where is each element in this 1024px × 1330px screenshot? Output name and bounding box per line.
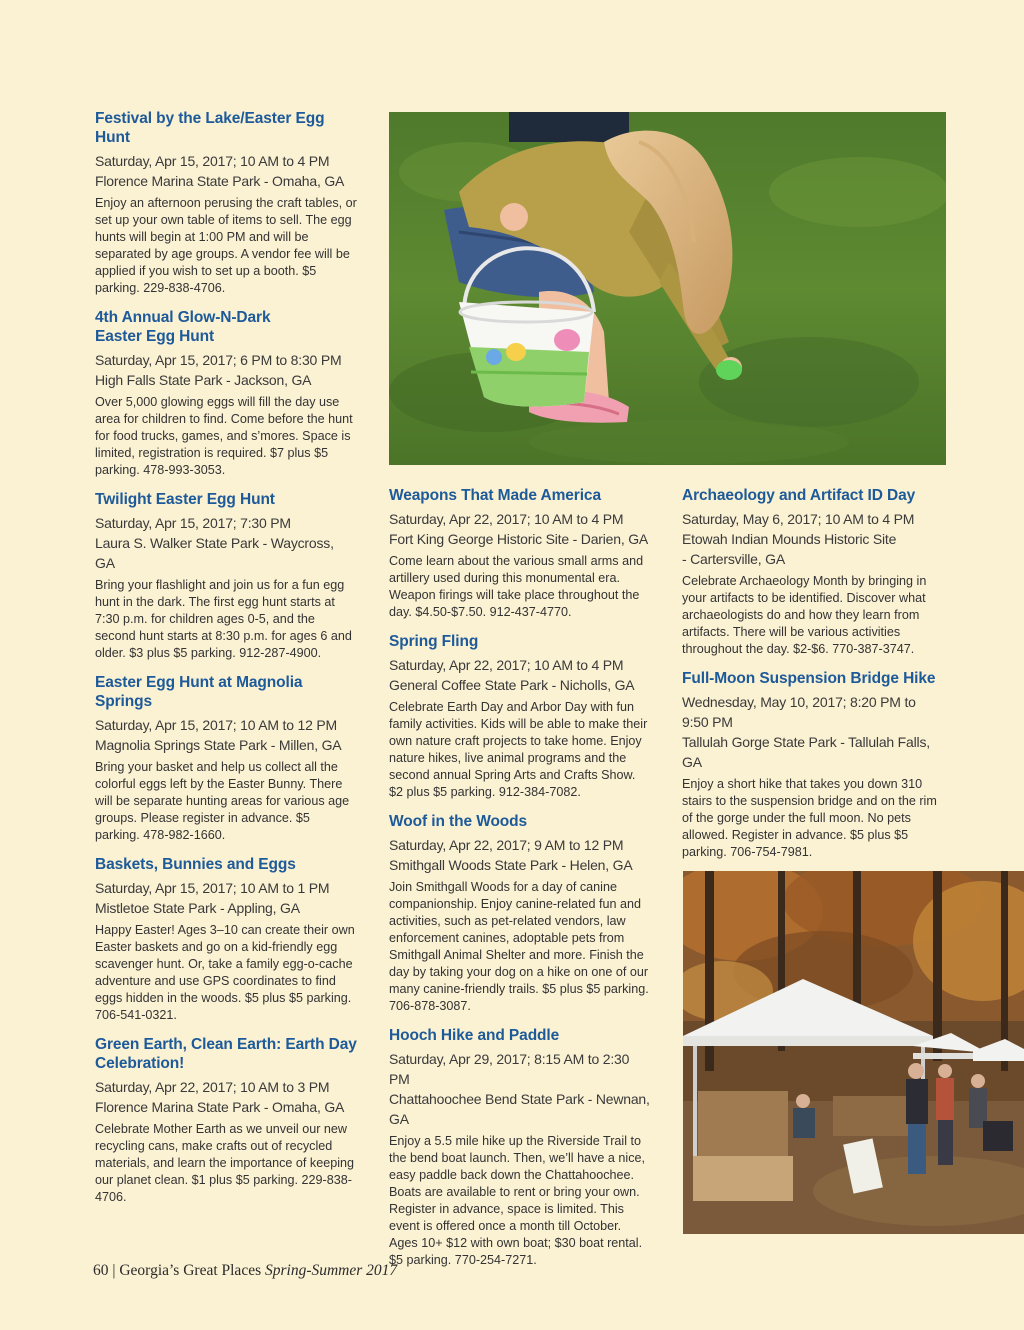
event-description: Over 5,000 glowing eggs will fill the day use area for children to find. Come before the hunt for food trucks, games, and s’mores. Space is limited, registration is required. $7 plus $5 parking. 478-993-3053. <box>95 395 353 477</box>
event-datetime: Saturday, Apr 15, 2017; 7:30 PM <box>95 515 291 531</box>
event-datetime: Saturday, Apr 22, 2017; 10 AM to 4 PM <box>389 511 624 527</box>
event-description: Enjoy a short hike that takes you down 310 stairs to the suspension bridge and on the rim of the gorge under the full moon. No pets allowed. Register in advance. $5 plus $5 parking. 706-754-7981. <box>682 777 937 859</box>
event-title: Full-Moon Suspension Bridge Hike <box>682 670 936 687</box>
event-entry <box>682 669 944 861</box>
event-location: Florence Marina State Park - Omaha, GA <box>95 1099 345 1115</box>
event-location: Magnolia Springs State Park - Millen, GA <box>95 737 342 753</box>
event-datetime: Saturday, Apr 15, 2017; 10 AM to 1 PM <box>95 880 330 896</box>
event-entry <box>95 109 357 297</box>
event-entry <box>389 1026 651 1269</box>
events-column-2 <box>389 486 651 1280</box>
event-entry <box>95 673 357 844</box>
event-description: Join Smithgall Woods for a day of canine companionship. Enjoy canine-related fun and activities, such as pet-related vendors, law enforcement canines, adoptable pets from Smithgall Animal Shelter and more. Finish the day by taking your dog on a hike on one of our many canine-friendly trails. $5 plus $5 parking. 706-878-3087. <box>389 880 649 1013</box>
event-title: Woof in the Woods <box>389 813 528 830</box>
event-datetime: Wednesday, May 10, 2017; 8:20 PM to 9:50 PM <box>682 694 916 730</box>
event-location: Fort King George Historic Site - Darien, GA <box>389 531 649 547</box>
event-title: Hooch Hike and Paddle <box>389 1027 560 1044</box>
event-entry <box>389 812 651 1015</box>
events-column-1 <box>95 109 357 1217</box>
event-location: Mistletoe State Park - Appling, GA <box>95 900 300 916</box>
event-entry <box>95 855 357 1024</box>
issue-name: Spring-Summer 2017 <box>264 1262 398 1279</box>
event-entry <box>389 486 651 621</box>
event-entry <box>95 1035 357 1206</box>
event-location: General Coffee State Park - Nicholls, GA <box>389 677 635 693</box>
event-datetime: Saturday, Apr 22, 2017; 10 AM to 3 PM <box>95 1079 330 1095</box>
event-entry <box>682 486 944 658</box>
event-location: Etowah Indian Mounds Historic Site - Cartersville, GA <box>682 531 897 567</box>
event-entry <box>95 308 357 479</box>
event-location: Laura S. Walker State Park - Waycross, GA <box>95 535 334 571</box>
event-location: Smithgall Woods State Park - Helen, GA <box>389 857 633 873</box>
event-location: Tallulah Gorge State Park - Tallulah Falls, GA <box>682 734 930 770</box>
event-description: Happy Easter! Ages 3–10 can create their own Easter baskets and go on a kid-friendly egg scavenger hunt. Or, take a family egg-o-cache adventure and use GPS coordinates to find eggs hidden in the woods. $5 plus $5 parking. 706-541-0321. <box>95 923 355 1022</box>
events-column-3 <box>682 486 944 872</box>
event-entry <box>389 632 651 801</box>
event-title: Green Earth, Clean Earth: Earth Day Celebration! <box>95 1036 357 1072</box>
event-entry <box>95 490 357 662</box>
craft-fair-tents-photo <box>683 871 1024 1234</box>
event-title: Easter Egg Hunt at Magnolia Springs <box>95 674 303 710</box>
event-location: Florence Marina State Park - Omaha, GA <box>95 173 345 189</box>
event-description: Bring your basket and help us collect all the colorful eggs left by the Easter Bunny. There will be separate hunting areas for various age groups. Please register in advance. $5 parking. 478-982-1660. <box>95 760 350 842</box>
event-title: Twilight Easter Egg Hunt <box>95 491 275 508</box>
event-datetime: Saturday, Apr 15, 2017; 10 AM to 4 PM <box>95 153 330 169</box>
event-title: Spring Fling <box>389 633 479 650</box>
page-number: 60 <box>93 1262 109 1279</box>
event-datetime: Saturday, Apr 22, 2017; 10 AM to 4 PM <box>389 657 624 673</box>
footer-separator: | <box>112 1262 116 1279</box>
event-description: Enjoy an afternoon perusing the craft tables, or set up your own table of items to sell. The egg hunts will begin at 1:00 PM and will be separated by age groups. A vendor fee will be applied if you wish to set up a booth. $5 parking. 229-838-4706. <box>95 196 357 295</box>
event-description: Celebrate Mother Earth as we unveil our new recycling cans, make crafts out of recycled materials, and learn the importance of keeping our planet clean. $1 plus $5 parking. 229-838-4706. <box>95 1122 355 1204</box>
event-description: Come learn about the various small arms and artillery used during this monumental era. Weapon firings will take place throughout the day. $4.50-$7.50. 912-437-4770. <box>389 554 644 619</box>
event-description: Celebrate Archaeology Month by bringing in your artifacts to be identified. Discover what archaeologists do and how they learn from artifacts. There will be various activities throughout the day. $2-$6. 770-387-3747. <box>682 574 927 656</box>
page-footer <box>93 1262 397 1280</box>
event-description: Bring your flashlight and join us for a fun egg hunt in the dark. The first egg hunt starts at 7:30 p.m. for children ages 0-5, and the second hunt starts at 8:30 p.m. for ages 6 and older. $3 plus $5 parking. 912-287-4900. <box>95 578 352 660</box>
event-datetime: Saturday, Apr 15, 2017; 6 PM to 8:30 PM <box>95 352 342 368</box>
event-title: Festival by the Lake/Easter Egg Hunt <box>95 110 325 146</box>
event-title: Weapons That Made America <box>389 487 601 504</box>
publication-name: Georgia’s Great Places <box>119 1262 262 1279</box>
event-title: Archaeology and Artifact ID Day <box>682 487 916 504</box>
event-location: Chattahoochee Bend State Park - Newnan, GA <box>389 1091 650 1127</box>
event-title: Baskets, Bunnies and Eggs <box>95 856 296 873</box>
event-datetime: Saturday, Apr 22, 2017; 9 AM to 12 PM <box>389 837 624 853</box>
easter-egg-hunt-photo <box>389 112 946 465</box>
event-location: High Falls State Park - Jackson, GA <box>95 372 312 388</box>
event-datetime: Saturday, May 6, 2017; 10 AM to 4 PM <box>682 511 915 527</box>
event-datetime: Saturday, Apr 29, 2017; 8:15 AM to 2:30 PM <box>389 1051 630 1087</box>
event-datetime: Saturday, Apr 15, 2017; 10 AM to 12 PM <box>95 717 337 733</box>
event-description: Celebrate Earth Day and Arbor Day with fun family activities. Kids will be able to make their own nature craft projects to take home. Enjoy nature hikes, live animal programs and the second annual Spring Arts and Crafts Show. $2 plus $5 parking. 912-384-7082. <box>389 700 648 799</box>
event-description: Enjoy a 5.5 mile hike up the Riverside Trail to the bend boat launch. Then, we’ll have a nice, easy paddle back down the Chattahoochee. Boats are available to rent or bring your own. Register in advance, space is limited. This event is offered once a month till October. Ages 10+ $12 with own boat; $30 boat rental. $5 parking. 770-254-7271. <box>389 1134 646 1267</box>
event-title: 4th Annual Glow-N-Dark Easter Egg Hunt <box>95 309 271 345</box>
